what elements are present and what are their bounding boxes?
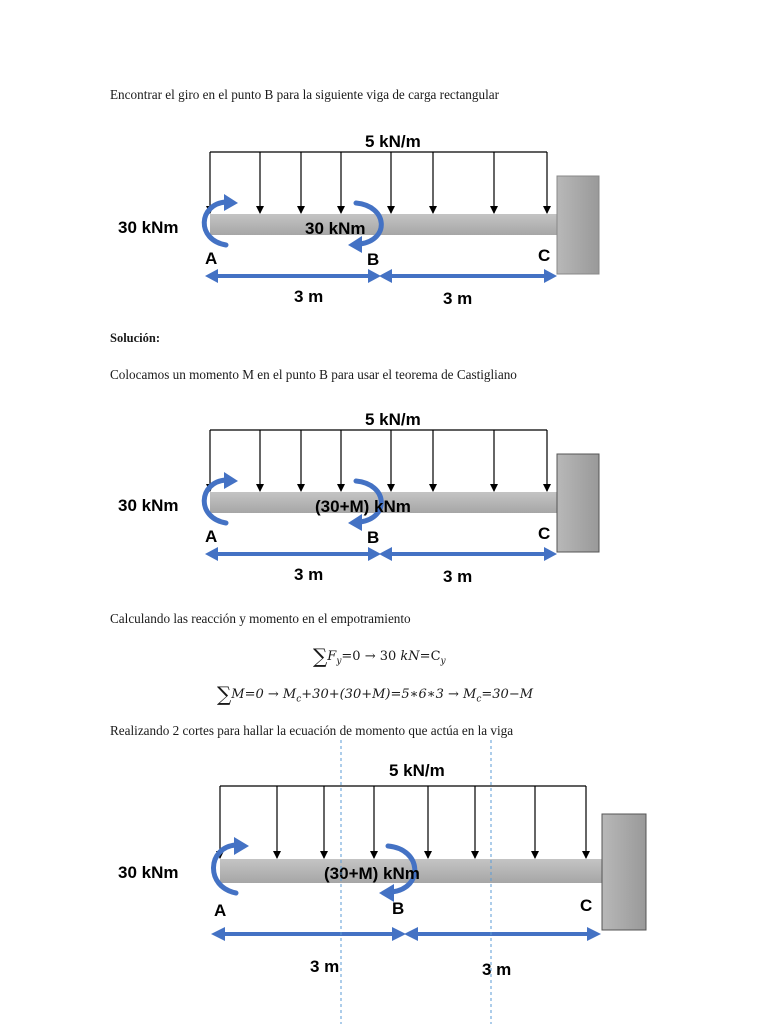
equation-sum-forces: $\sum F_y=0 \to 30$ $kN=C_y$ xyxy=(313,644,446,668)
dimension-arrow-1 xyxy=(211,927,406,941)
cuts-intro: Realizando 2 cortes para hallar la ecuación de momento que actúa en la viga xyxy=(110,723,514,738)
span-1-label: 3 m xyxy=(310,957,340,976)
moment-a-label: 30 kNm xyxy=(118,496,179,515)
reactions-intro: Calculando las reacción y momento en el empotramiento xyxy=(110,611,411,626)
equation-sum-moments: $\sum M=0 \to M_c+30+(30+M)=5∗6∗3 \to M_c=30-M$ xyxy=(217,682,534,706)
distributed-load-label: 5 kN/m xyxy=(365,132,421,151)
span-2-label: 3 m xyxy=(443,567,473,586)
point-b-label: B xyxy=(367,250,380,269)
point-a-label: A xyxy=(205,249,218,268)
moment-b-label: (30+M) kNm xyxy=(315,497,411,516)
load-arrows xyxy=(220,786,586,858)
moment-a-label: 30 kNm xyxy=(118,863,179,882)
fixed-wall xyxy=(602,814,646,930)
problem-statement: Encontrar el giro en el punto B para la siguiente viga de carga rectangular xyxy=(110,87,499,102)
point-c-label: C xyxy=(580,896,593,915)
point-a-label: A xyxy=(205,527,218,546)
span-1-label: 3 m xyxy=(294,565,324,584)
span-1-label: 3 m xyxy=(294,287,324,306)
moment-b-label: 30 kNm xyxy=(305,219,366,238)
point-c-label: C xyxy=(538,246,551,265)
point-b-label: B xyxy=(367,528,380,547)
moment-b-label: (30+M) kNm xyxy=(324,864,420,883)
dimension-arrow-2 xyxy=(404,927,601,941)
moment-intro: Colocamos un momento M en el punto B para usar el teorema de Castigliano xyxy=(110,367,517,382)
point-a-label: A xyxy=(214,901,227,920)
point-c-label: C xyxy=(538,524,551,543)
distributed-load-label: 5 kN/m xyxy=(365,410,421,429)
moment-a-label: 30 kNm xyxy=(118,218,179,237)
span-2-label: 3 m xyxy=(443,289,473,308)
span-2-label: 3 m xyxy=(482,960,512,979)
point-b-label: B xyxy=(392,899,405,918)
distributed-load-label: 5 kN/m xyxy=(389,761,445,780)
solution-heading: Solución: xyxy=(110,331,161,345)
